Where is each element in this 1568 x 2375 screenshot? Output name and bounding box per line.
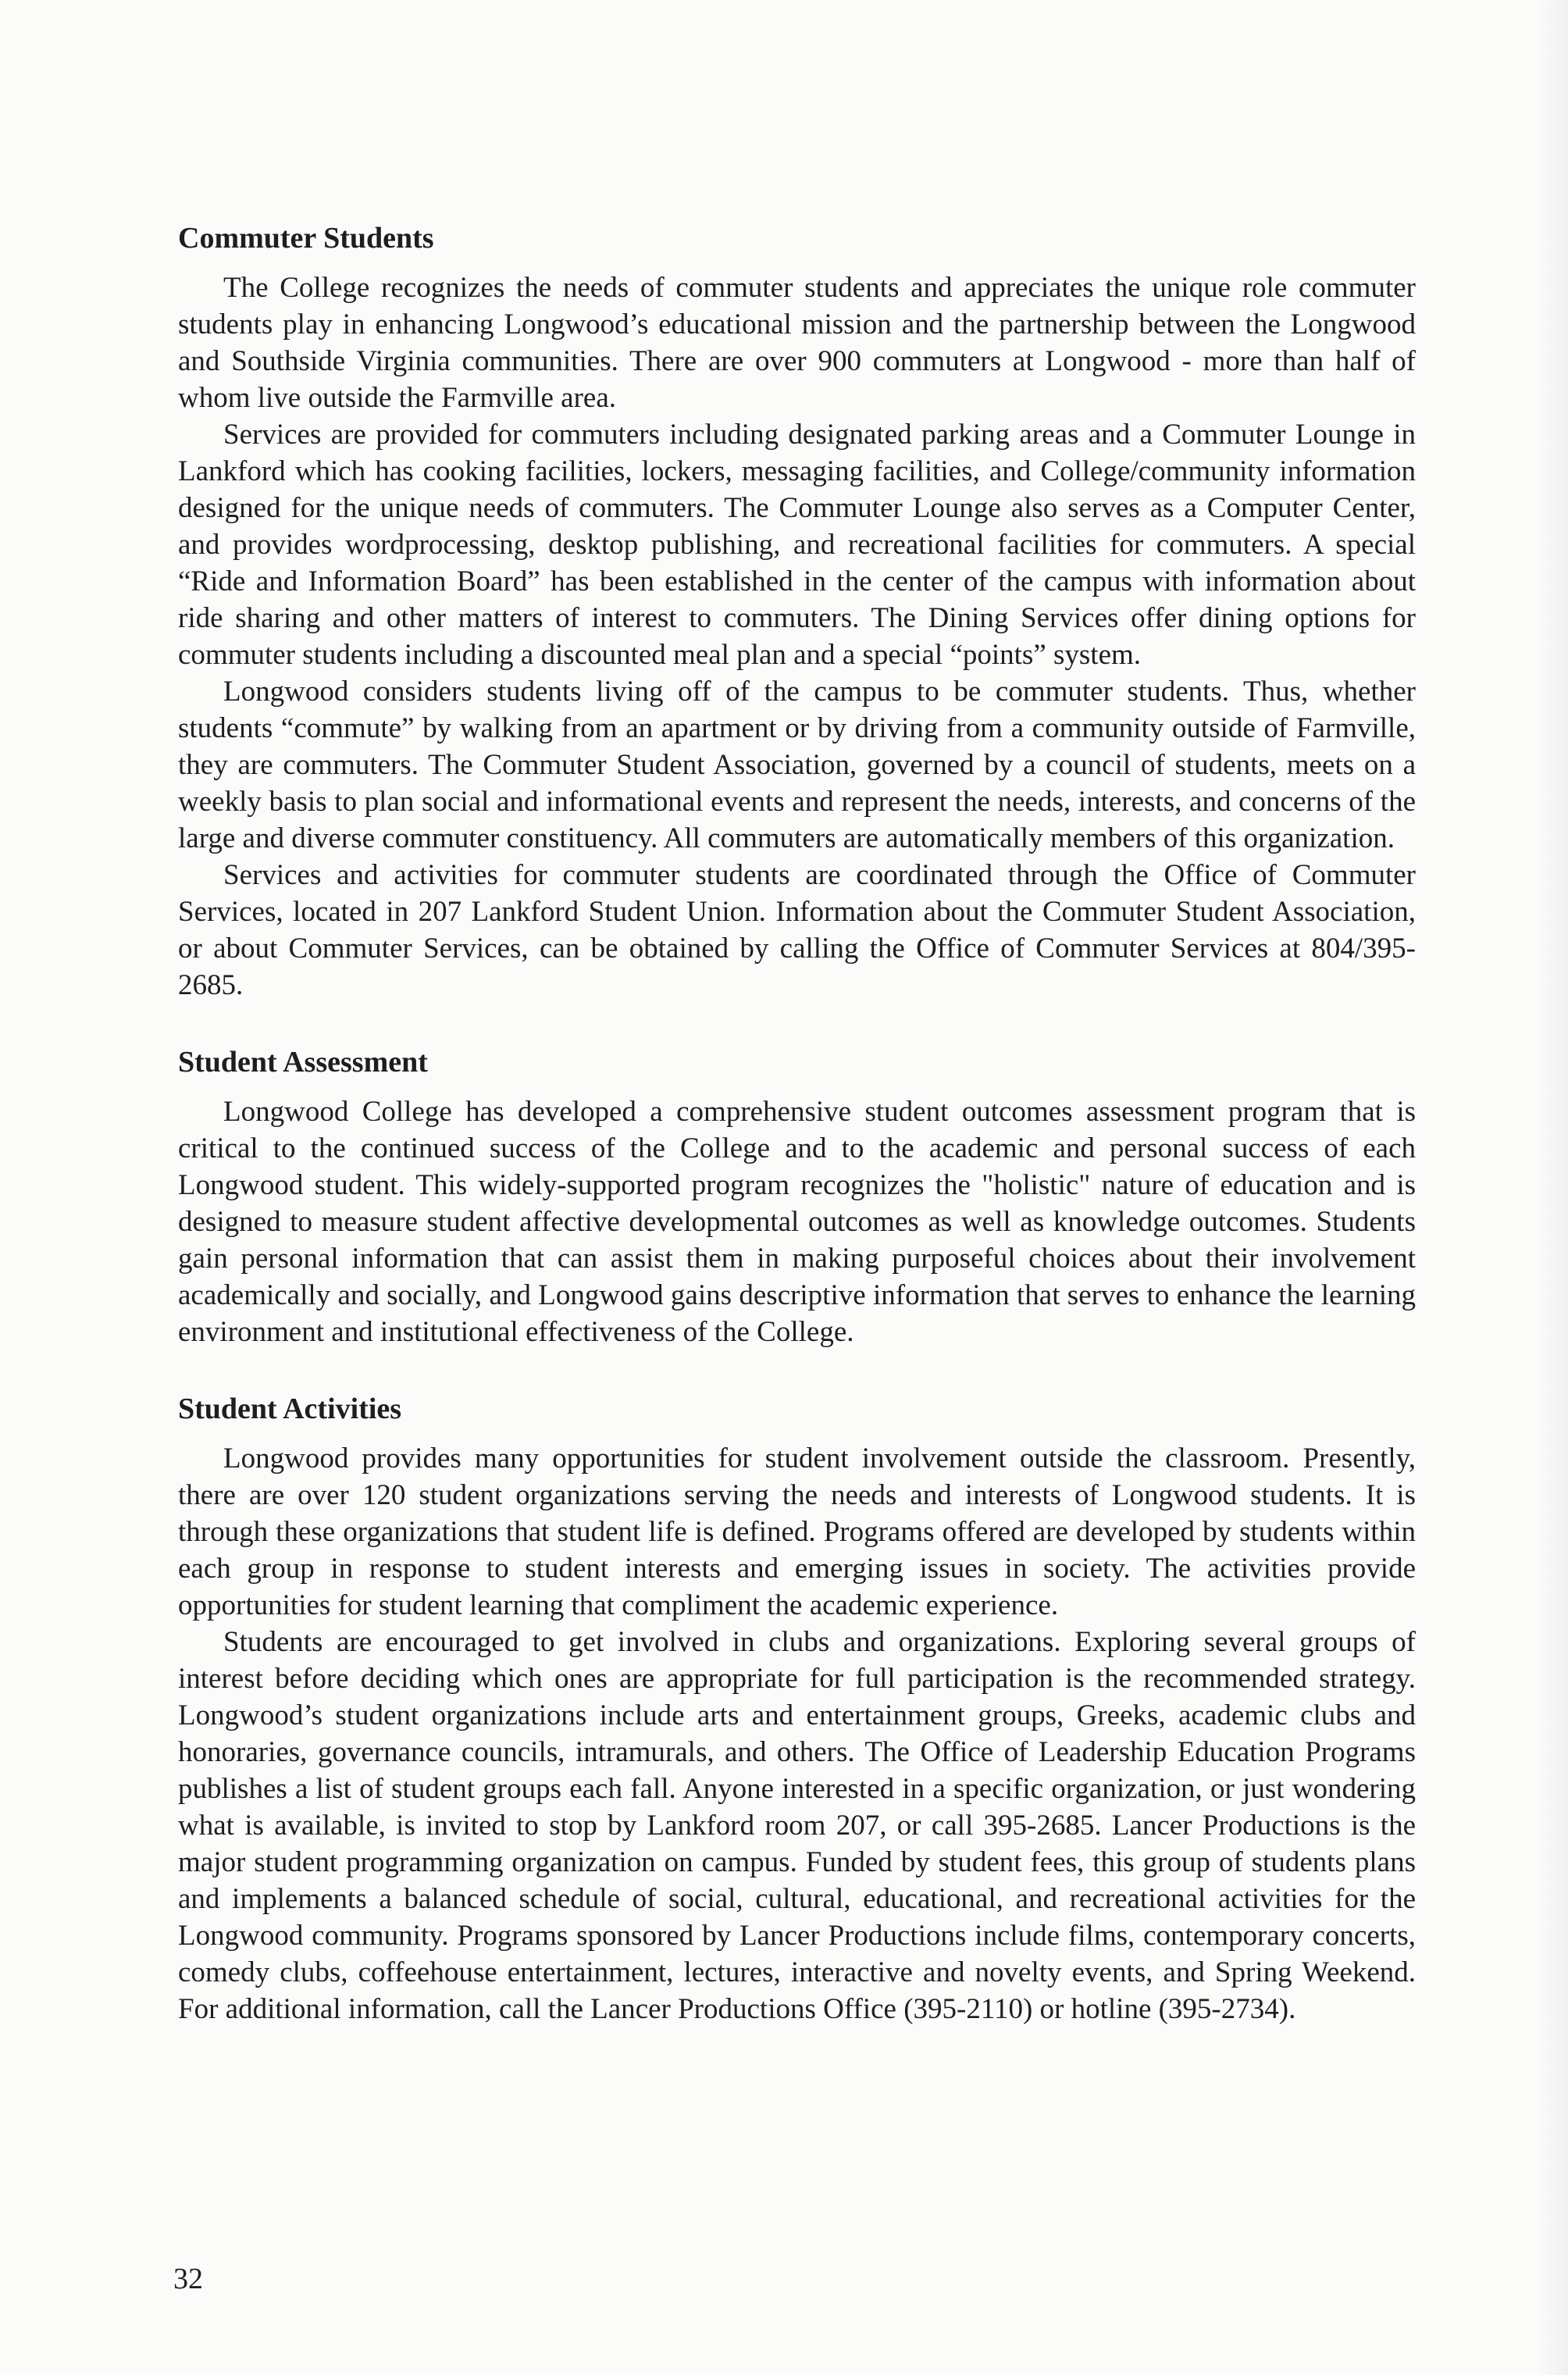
paragraph: Services are provided for commuters including designated parking areas and a Commuter Lounge in Lankford which has cooking facilities, lockers, messaging facilities, and College/community information designed for the unique needs of commuters. The Commuter Lounge also serves as a Computer Center, and provides wordprocessing, desktop publishing, and recreational facilities for commuters. A special “Ride and Information Board” has been established in the center of the campus with information about ride sharing and other matters of interest to commuters. The Dining Services offer dining options for commuter students including a discounted meal plan and a special “points” system.	[178, 419, 1416, 671]
page-number: 32	[173, 2263, 203, 2295]
section-student-activities	[178, 1391, 1416, 2027]
page-content	[178, 220, 1416, 2027]
paragraph: Services and activities for commuter students are coordinated through the Office of Commuter Services, located in 207 Lankford Student Union. Information about the Commuter Student Association, or about Commuter Services, can be obtained by calling the Office of Commuter Services at 804/395-2685.	[178, 859, 1416, 1001]
paragraph: The College recognizes the needs of commuter students and appreciates the unique role commuter students play in enhancing Longwood’s educational mission and the partnership between the Longwood and Southside Virginia communities. There are over 900 commuters at Longwood - more than half of whom live outside the Farmville area.	[178, 272, 1416, 414]
section-heading: Student Assessment	[178, 1046, 428, 1079]
section-heading: Student Activities	[178, 1393, 402, 1425]
section-student-assessment	[178, 1044, 1416, 1350]
section-heading: Commuter Students	[178, 222, 434, 255]
paragraph: Longwood provides many opportunities for student involvement outside the classroom. Presently, there are over 120 student organizations serving the needs and interests of Longwood students. It is through these organizations that student life is defined. Programs offered are developed by students within each group in response to student interests and emerging issues in society. The activities provide opportunities for student learning that compliment the academic experience.	[178, 1442, 1416, 1621]
section-commuter-students	[178, 220, 1416, 1004]
paragraph: Longwood College has developed a comprehensive student outcomes assessment program that is critical to the continued success of the College and to the academic and personal success of each Longwood student. This widely-supported program recognizes the "holistic" nature of education and is designed to measure student affective developmental outcomes as well as knowledge outcomes. Students gain personal information that can assist them in making purposeful choices about their involvement academically and socially, and Longwood gains descriptive information that serves to enhance the learning environment and institutional effectiveness of the College.	[178, 1096, 1416, 1348]
paragraph: Longwood considers students living off of the campus to be commuter students. Thus, whether students “commute” by walking from an apartment or by driving from a community outside of Farmville, they are commuters. The Commuter Student Association, governed by a council of students, meets on a weekly basis to plan social and informational events and represent the needs, interests, and concerns of the large and diverse commuter constituency. All commuters are automatically members of this organization.	[178, 676, 1416, 854]
paragraph: Students are encouraged to get involved in clubs and organizations. Exploring several groups of interest before deciding which ones are appropriate for full participation is the recommended strategy. Longwood’s student organizations include arts and entertainment groups, Greeks, academic clubs and honoraries, governance councils, intramurals, and others. The Office of Leadership Education Programs publishes a list of student groups each fall. Anyone interested in a specific organization, or just wondering what is available, is invited to stop by Lankford room 207, or call 395-2685. Lancer Productions is the major student programming organization on campus. Funded by student fees, this group of students plans and implements a balanced schedule of social, cultural, educational, and recreational activities for the Longwood community. Programs sponsored by Lancer Productions include films, contemporary concerts, comedy clubs, coffeehouse entertainment, lectures, interactive and novelty events, and Spring Weekend. For additional information, call the Lancer Productions Office (395-2110) or hotline (395-2734).	[178, 1626, 1416, 2025]
